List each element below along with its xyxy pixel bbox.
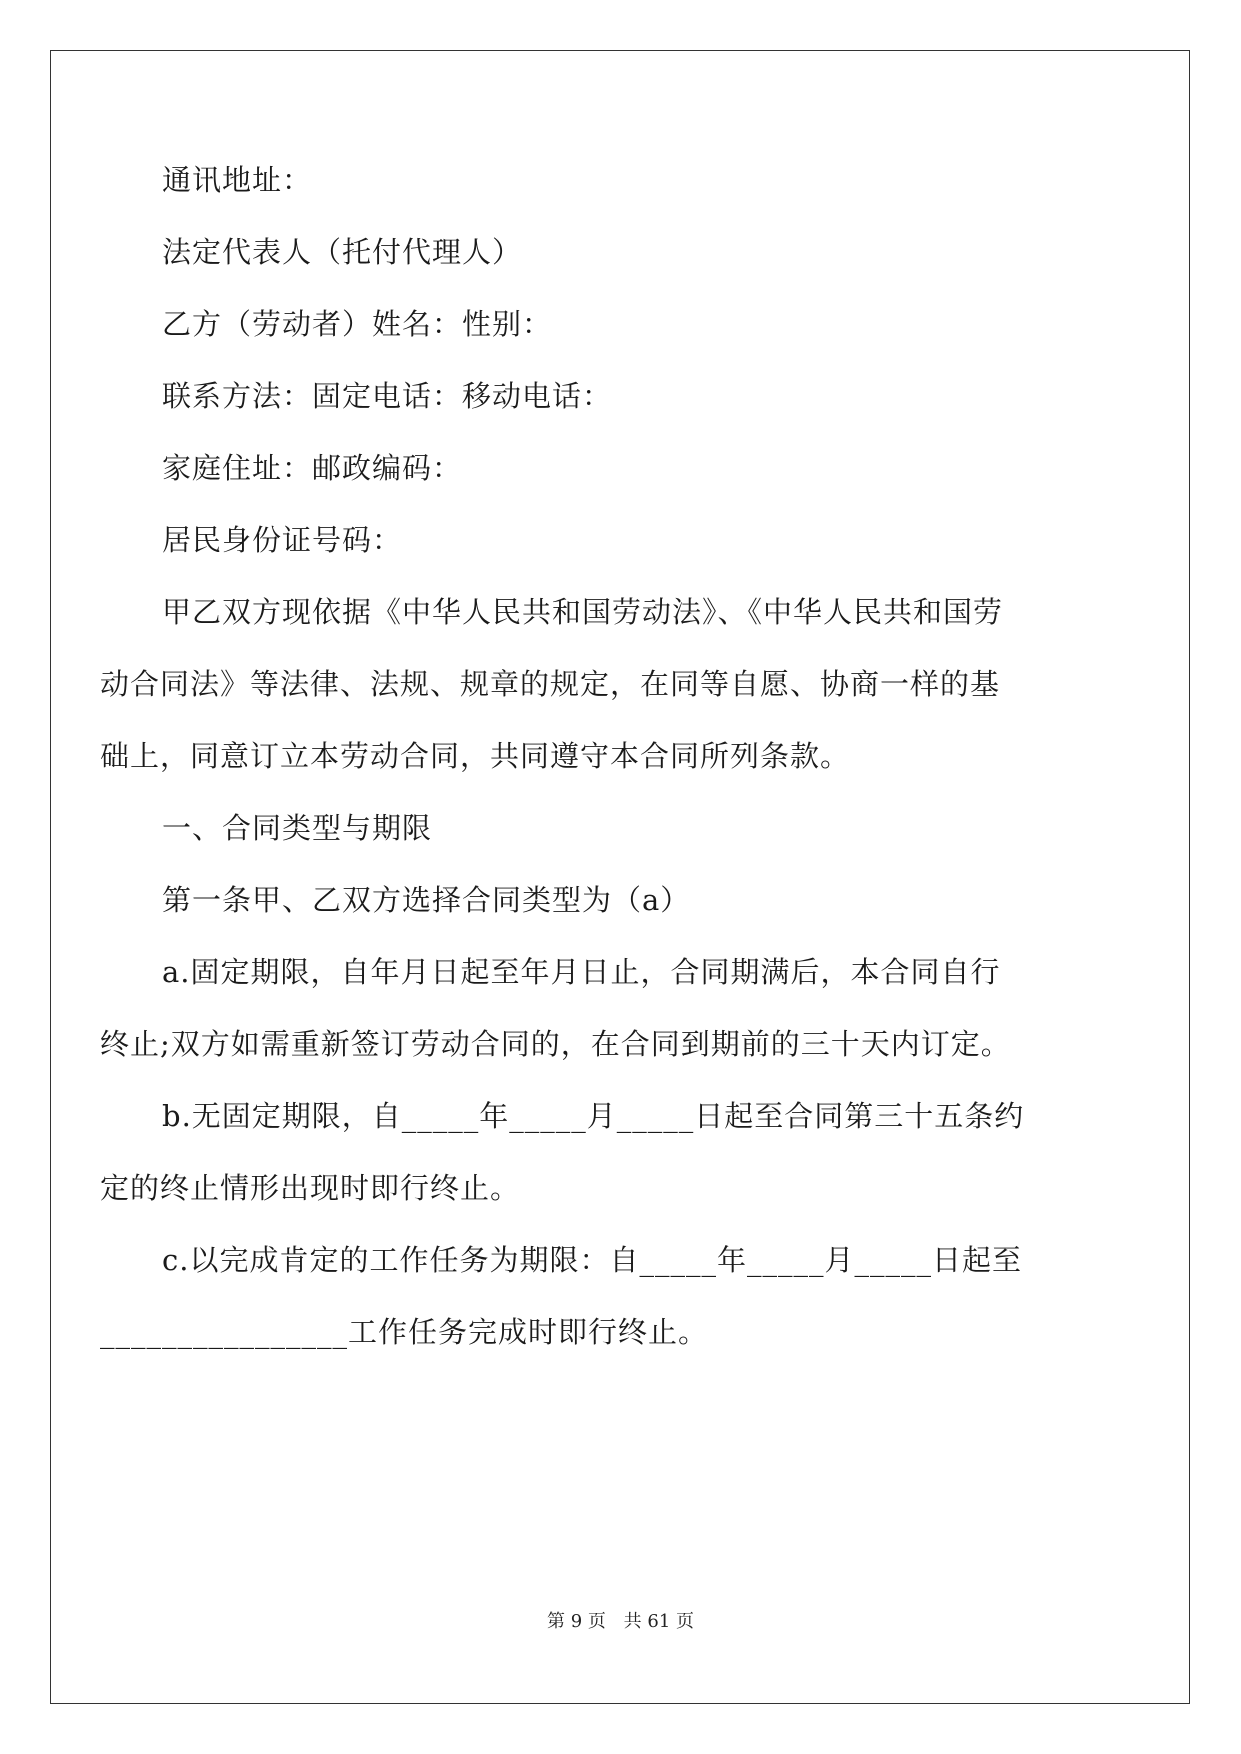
paragraph-intro-line-2: 动合同法》等法律、法规、规章的规定，在同等自愿、协商一样的基	[100, 667, 1001, 701]
line-home-address: 家庭住址：邮政编码：	[162, 451, 463, 485]
page-number-total: 共 61 页	[623, 1611, 694, 1632]
clause-a-line-1: a.固定期限，自年月日起至年月日止，合同期满后，本合同自行	[162, 955, 1001, 989]
page-footer	[0, 1610, 1241, 1634]
paragraph-intro-line-3: 础上，同意订立本劳动合同，共同遵守本合同所列条款。	[100, 739, 851, 773]
clause-c-line-2: ________________工作任务完成时即行终止。	[100, 1315, 709, 1349]
line-contact: 联系方法：固定电话：移动电话：	[162, 379, 613, 413]
paragraph-intro-line-1: 甲乙双方现依据《中华人民共和国劳动法》、《中华人民共和国劳	[162, 595, 1004, 629]
clause-b-line-1: b.无固定期限，自_____年_____月_____日起至合同第三十五条约	[162, 1099, 1025, 1133]
page-number-current: 第 9 页	[547, 1611, 606, 1632]
line-party-b: 乙方（劳动者）姓名：性别：	[162, 307, 553, 341]
clause-a-line-2: 终止;双方如需重新签订劳动合同的，在合同到期前的三十天内订定。	[100, 1027, 1011, 1061]
line-id-number: 居民身份证号码：	[162, 523, 403, 557]
line-legal-rep: 法定代表人（托付代理人）	[162, 235, 523, 269]
clause-c-line-1: c.以完成肯定的工作任务为期限：自_____年_____月_____日起至	[162, 1243, 1022, 1277]
article-1: 第一条甲、乙双方选择合同类型为（a）	[162, 883, 691, 917]
section-heading: 一、合同类型与期限	[162, 811, 433, 845]
line-address: 通讯地址：	[162, 163, 313, 197]
clause-b-line-2: 定的终止情形出现时即行终止。	[100, 1171, 521, 1205]
page-border	[50, 50, 1190, 1704]
